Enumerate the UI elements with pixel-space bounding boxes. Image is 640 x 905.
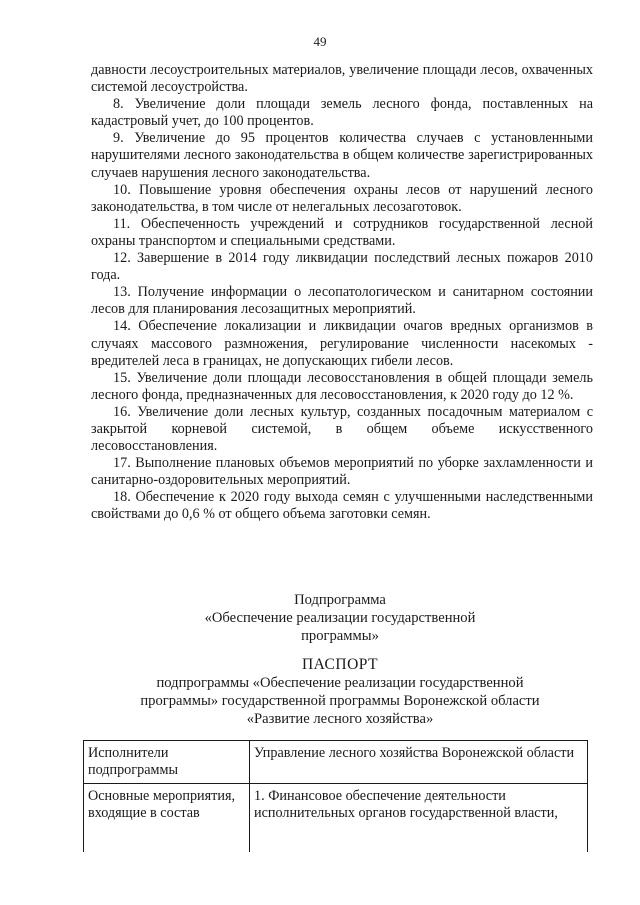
subprogram-heading [60, 591, 620, 645]
paragraph-item-11: 11. Обеспеченность учреждений и сотрудников государственной лесной охраны транспортом и специальными средствами. [91, 215, 593, 249]
table-row [84, 741, 588, 784]
paragraph-item-10: 10. Повышение уровня обеспечения охраны лесов от нарушений лесного законодательства, в том числе от нелегальных лесозаготовок. [91, 181, 593, 215]
paragraph-continuation: давности лесоустроительных материалов, увеличение площади лесов, охваченных системой лесоустройства. [91, 62, 593, 96]
table-value-cell: Управление лесного хозяйства Воронежской области [250, 741, 588, 784]
table-row [84, 784, 588, 853]
table-label-cell: Основные мероприятия, входящие в состав [84, 784, 250, 853]
paragraph-item-8: 8. Увеличение доли площади земель лесного фонда, поставленных на кадастровый учет, до 100 процентов. [91, 96, 593, 130]
passport-table [83, 740, 588, 852]
paragraph-item-15: 15. Увеличение доли площади лесовосстановления в общей площади земель лесного фонда, предназначенных для лесовосстановления, к 2020 году до 12 %. [91, 369, 593, 403]
table-label-cell: Исполнители подпрограммы [84, 741, 250, 784]
body-text [91, 62, 593, 524]
table-value-cell: 1. Финансовое обеспечение деятельности исполнительных органов государственной власти, [250, 784, 588, 853]
subprogram-heading-line: Подпрограмма [294, 592, 386, 608]
subprogram-heading-line: программы» [301, 628, 379, 644]
paragraph-item-17: 17. Выполнение плановых объемов мероприятий по уборке захламленности и санитарно-оздоровительных мероприятий. [91, 455, 593, 489]
page-number: 49 [313, 34, 327, 49]
passport-subtitle-line: «Развитие лесного хозяйства» [246, 711, 434, 727]
passport-subtitle-line: подпрограммы «Обеспечение реализации государственной [156, 675, 524, 691]
paragraph-item-13: 13. Получение информации о лесопатологическом и санитарном состоянии лесов для планирования лесозащитных мероприятий. [91, 284, 593, 318]
paragraph-item-9: 9. Увеличение до 95 процентов количества случаев с установленными нарушителями лесного законодательства в общем количестве зарегистрированных случаев нарушения лесного законодательства. [91, 130, 593, 181]
paragraph-item-16: 16. Увеличение доли лесных культур, созданных посадочным материалом с закрытой корневой системой, в общем объеме искусственного лесовосстановления. [91, 403, 593, 455]
subprogram-heading-line: «Обеспечение реализации государственной [204, 610, 476, 626]
paragraph-item-14: 14. Обеспечение локализации и ликвидации очагов вредных организмов в случаях массового размножения, регулирование численности насекомых - вредителей леса в границах, не допускающих гибели лесов. [91, 318, 593, 369]
passport-subtitle-line: программы» государственной программы Воронежской области [140, 693, 540, 709]
passport-heading [60, 656, 620, 728]
paragraph-item-12: 12. Завершение в 2014 году ликвидации последствий лесных пожаров 2010 года. [91, 250, 593, 284]
passport-title: ПАСПОРТ [301, 656, 379, 673]
paragraph-item-18: 18. Обеспечение к 2020 году выхода семян с улучшенными наследственными свойствами до 0,6 % от общего объема заготовки семян. [91, 489, 593, 523]
